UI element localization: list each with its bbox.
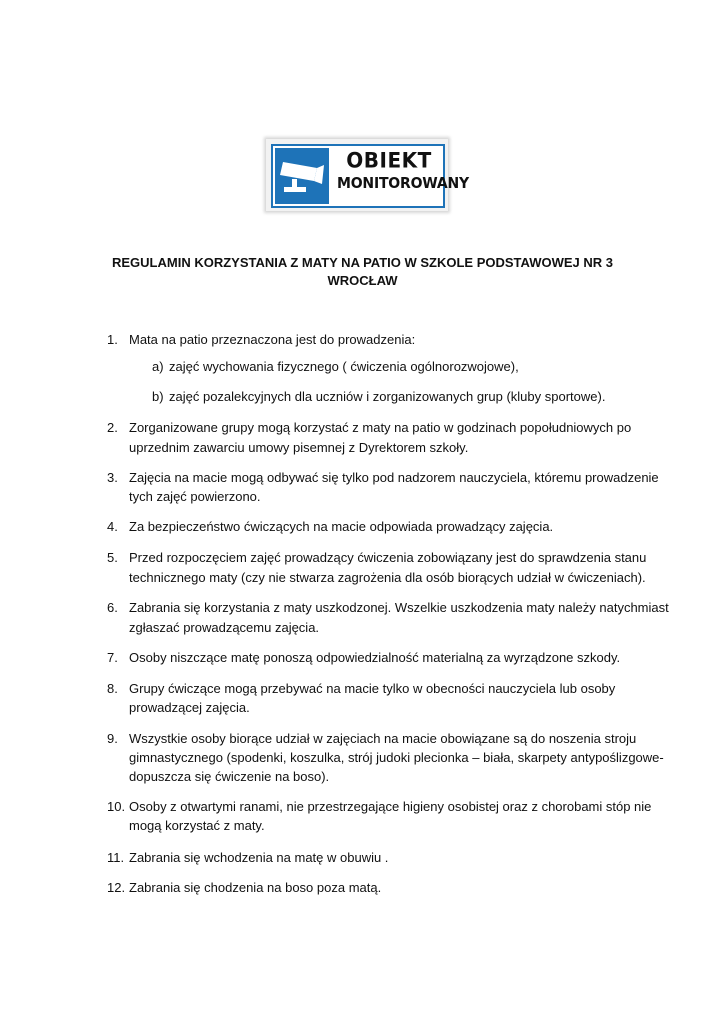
sign-line-1: OBIEKT	[346, 147, 432, 174]
rule-text-line: Osoby z otwartymi ranami, nie przestrzegające higieny osobistej oraz z chorobami stóp nie	[129, 799, 652, 814]
rule-number: 3.	[107, 470, 118, 485]
rule-number: 2.	[107, 420, 118, 435]
rule-text-line: Przed rozpoczęciem zajęć prowadzący ćwiczenia zobowiązany jest do sprawdzenia stanu	[129, 550, 647, 565]
rule-text-line: Wszystkie osoby biorące udział w zajęciach na macie obowiązane są do noszenia stroju	[129, 731, 637, 746]
rule-text-line: Zabrania się korzystania z maty uszkodzonej. Wszelkie uszkodzenia maty należy natychmiast	[129, 600, 669, 615]
rule-text-line: gimnastycznego (spodenki, koszulka, strój judoki plecionka – biała, skarpety antypoślizgowe-	[129, 750, 664, 765]
rule-text-line: Osoby niszczące matę ponoszą odpowiedzialność materialną za wyrządzone szkody.	[129, 650, 621, 665]
rule-text-line: technicznego maty (czy nie stwarza zagrożenia dla osób biorących udział w ćwiczeniach).	[129, 570, 646, 585]
rule-text-line: Zabrania się wchodzenia na matę w obuwiu .	[129, 850, 389, 865]
rule-text-line: zajęć wychowania fizycznego ( ćwiczenia ogólnorozwojowe),	[169, 359, 519, 374]
rule-number: 11.	[107, 850, 125, 865]
rule-text-line: prowadzącej zajęcia.	[129, 700, 250, 715]
rule-text-line: tych zajęć powierzono.	[129, 489, 261, 504]
rule-text-line: Mata na patio przeznaczona jest do prowadzenia:	[129, 332, 416, 347]
rule-text-line: mogą korzystać z maty.	[129, 818, 265, 833]
rule-text-line: zajęć pozalekcyjnych dla uczniów i zorganizowanych grup (kluby sportowe).	[169, 389, 606, 404]
rule-text-line: Za bezpieczeństwo ćwiczących na macie odpowiada prowadzący zajęcia.	[129, 519, 554, 534]
rule-number: 6.	[107, 600, 118, 615]
rule-number: b)	[152, 389, 164, 404]
rule-text-line: Grupy ćwiczące mogą przebywać na macie tylko w obecności nauczyciela lub osoby	[129, 681, 616, 696]
rule-number: 10.	[107, 799, 126, 814]
rule-number: 5.	[107, 550, 118, 565]
rule-text-line: uprzednim zawarciu umowy pisemnej z Dyrektorem szkoły.	[129, 440, 469, 455]
title-line-2: WROCŁAW	[327, 273, 398, 288]
sign-line-2: MONITOROWANY	[337, 175, 469, 193]
rule-number: a)	[152, 359, 164, 374]
rule-text-line: zgłaszać prowadzącemu zajęcia.	[129, 620, 320, 635]
rule-number: 12.	[107, 880, 126, 895]
rule-number: 9.	[107, 731, 118, 746]
rule-number: 4.	[107, 519, 118, 534]
rule-number: 1.	[107, 332, 118, 347]
title-line-1: REGULAMIN KORZYSTANIA Z MATY NA PATIO W SZKOLE PODSTAWOWEJ NR 3	[112, 255, 613, 270]
rule-text-line: Zabrania się chodzenia na boso poza matą.	[129, 880, 382, 895]
rule-number: 8.	[107, 681, 118, 696]
rule-text-line: dopuszcza się ćwiczenie na boso).	[129, 769, 330, 784]
rule-text-line: Zorganizowane grupy mogą korzystać z maty na patio w godzinach popołudniowych po	[129, 420, 632, 435]
rule-text-line: Zajęcia na macie mogą odbywać się tylko pod nadzorem nauczyciela, któremu prowadzenie	[129, 470, 659, 485]
rule-number: 7.	[107, 650, 118, 665]
